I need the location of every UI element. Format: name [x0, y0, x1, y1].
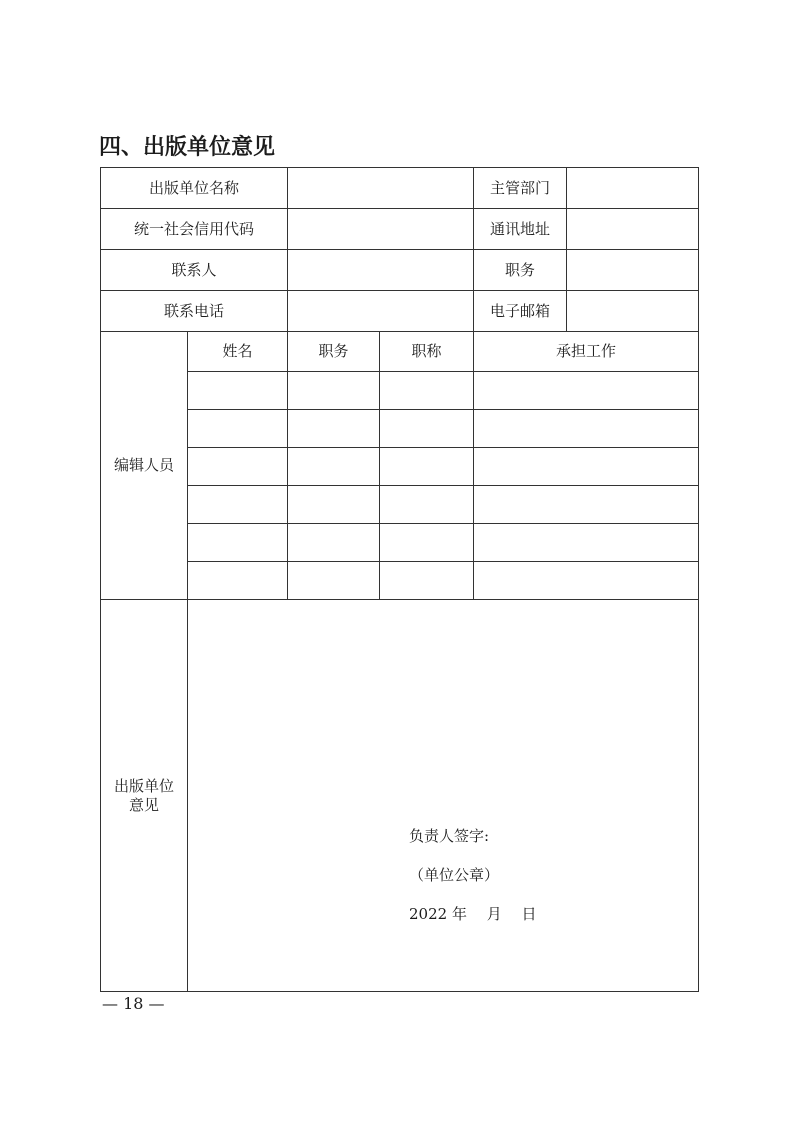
editor-cell-work	[474, 562, 699, 600]
editors-header-row	[101, 332, 699, 372]
section-title: 四、出版单位意见	[99, 135, 276, 160]
editor-cell-work	[474, 372, 699, 410]
signature-block	[409, 828, 698, 922]
info-row-phone	[101, 291, 699, 332]
field-label-publisher-name: 出版单位名称	[101, 168, 288, 209]
publishing-unit-form-table	[100, 167, 699, 992]
field-label-mailing-address: 通讯地址	[474, 209, 567, 250]
editor-cell-title	[380, 372, 474, 410]
field-label-credit-code: 统一社会信用代码	[101, 209, 288, 250]
date-line: 2022 年 月 日	[409, 905, 537, 923]
editor-cell-name	[188, 562, 288, 600]
editor-cell-work	[474, 410, 699, 448]
field-label-position: 职务	[474, 250, 567, 291]
editor-row	[101, 372, 699, 410]
editor-row	[101, 486, 699, 524]
page-number: — 18 —	[102, 994, 165, 1013]
signature-label: 负责人签字:	[409, 827, 490, 845]
editor-row	[101, 524, 699, 562]
editor-row	[101, 448, 699, 486]
editors-column-position: 职务	[288, 332, 380, 372]
field-value-email	[567, 291, 699, 332]
opinion-row-label-line2: 意见	[128, 795, 159, 814]
editor-cell-title	[380, 524, 474, 562]
editor-cell-work	[474, 486, 699, 524]
field-label-email: 电子邮箱	[474, 291, 567, 332]
editor-row	[101, 562, 699, 600]
field-value-credit-code	[288, 209, 474, 250]
info-row-credit-code	[101, 209, 699, 250]
field-value-publisher-name	[288, 168, 474, 209]
opinion-row-label-line1: 出版单位	[113, 776, 174, 795]
editor-cell-name	[188, 486, 288, 524]
editor-cell-name	[188, 410, 288, 448]
editor-cell-position	[288, 448, 380, 486]
field-value-supervisor-department	[567, 168, 699, 209]
editor-cell-work	[474, 524, 699, 562]
info-row-publisher	[101, 168, 699, 209]
editor-cell-position	[288, 562, 380, 600]
field-value-phone	[288, 291, 474, 332]
seal-label: （单位公章）	[409, 866, 500, 884]
editor-cell-work	[474, 448, 699, 486]
field-value-contact-person	[288, 250, 474, 291]
field-label-phone: 联系电话	[101, 291, 288, 332]
editor-row	[101, 410, 699, 448]
editors-column-work: 承担工作	[474, 332, 699, 372]
editor-cell-position	[288, 410, 380, 448]
editors-column-title: 职称	[380, 332, 474, 372]
field-value-mailing-address	[567, 209, 699, 250]
field-label-contact-person: 联系人	[101, 250, 288, 291]
editor-cell-position	[288, 524, 380, 562]
editor-cell-name	[188, 524, 288, 562]
opinion-content-cell	[188, 600, 699, 992]
editor-cell-position	[288, 372, 380, 410]
opinion-row-label	[101, 600, 188, 992]
editor-cell-title	[380, 562, 474, 600]
editor-cell-name	[188, 448, 288, 486]
editor-cell-position	[288, 486, 380, 524]
editor-cell-title	[380, 486, 474, 524]
field-value-position	[567, 250, 699, 291]
field-label-supervisor-department: 主管部门	[474, 168, 567, 209]
editor-cell-name	[188, 372, 288, 410]
editors-row-label: 编辑人员	[101, 332, 188, 600]
editor-cell-title	[380, 410, 474, 448]
opinion-row	[101, 600, 699, 992]
editors-column-name: 姓名	[188, 332, 288, 372]
editor-cell-title	[380, 448, 474, 486]
info-row-contact	[101, 250, 699, 291]
